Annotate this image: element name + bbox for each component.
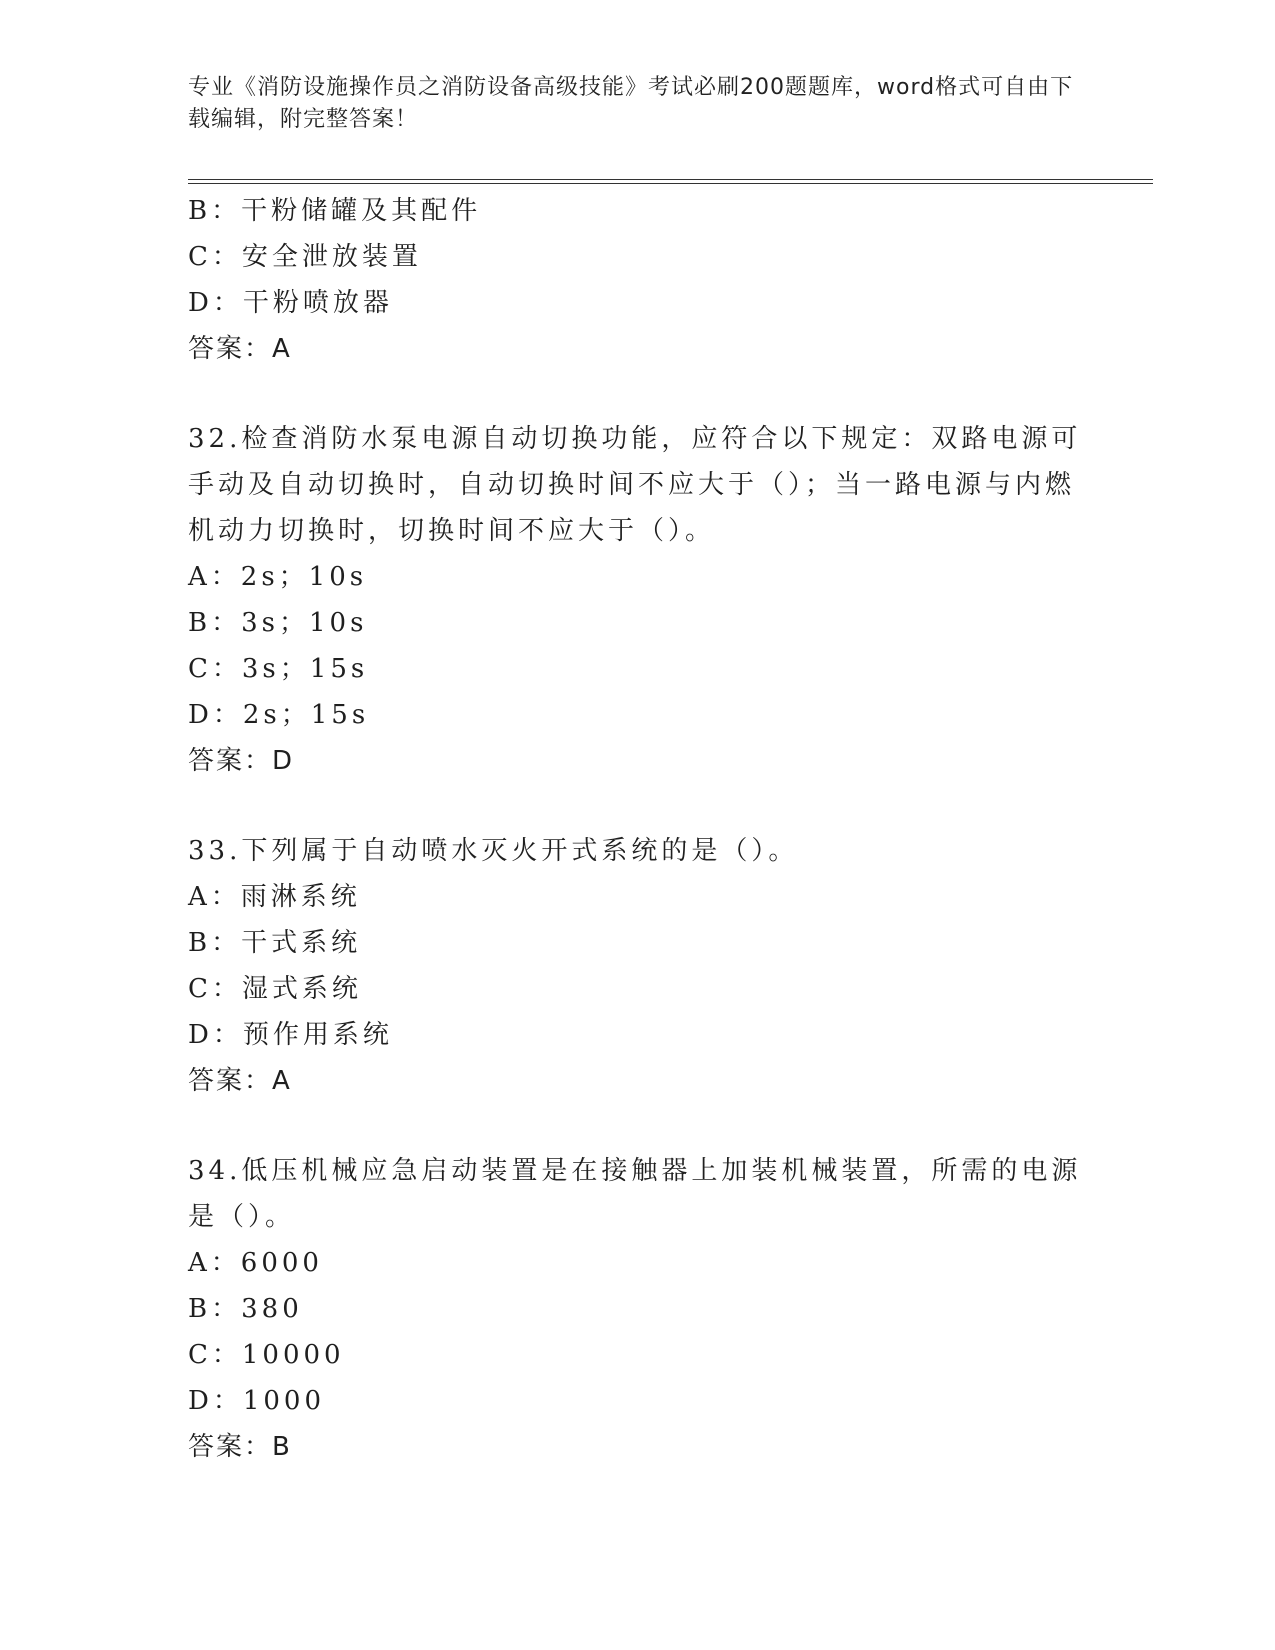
document-header	[188, 72, 1088, 136]
option-d: D：1000	[188, 1386, 326, 1416]
question-text: 34.低压机械应急启动装置是在接触器上加装机械装置，所需的电源是（）。	[188, 1156, 1082, 1232]
option-b: B：干粉储罐及其配件	[188, 196, 482, 226]
question-34	[188, 1148, 1088, 1470]
question-text: 33.下列属于自动喷水灭火开式系统的是（）。	[188, 836, 799, 866]
header-divider-bottom	[188, 183, 1153, 184]
answer: 答案：A	[188, 334, 292, 364]
option-a: A：6000	[188, 1248, 323, 1278]
question-32	[188, 416, 1088, 784]
answer: 答案：A	[188, 1066, 292, 1096]
option-d: D：干粉喷放器	[188, 288, 393, 318]
option-b: B：380	[188, 1294, 303, 1324]
option-b: B：干式系统	[188, 928, 362, 958]
answer: 答案：B	[188, 1432, 292, 1462]
question-33	[188, 828, 1088, 1104]
option-c: C：安全泄放装置	[188, 242, 422, 272]
header-divider-top	[188, 179, 1153, 180]
question-text: 32.检查消防水泵电源自动切换功能，应符合以下规定：双路电源可手动及自动切换时，自动切换时间不应大于（）；当一路电源与内燃机动力切换时，切换时间不应大于（）。	[188, 424, 1082, 546]
option-a: A：2s；10s	[188, 562, 368, 592]
option-c: C：湿式系统	[188, 974, 362, 1004]
option-d: D：2s；15s	[188, 700, 370, 730]
previous-question-tail	[188, 188, 1088, 372]
question-list	[188, 188, 1088, 1470]
option-a: A：雨淋系统	[188, 882, 361, 912]
header-text: 专业《消防设施操作员之消防设备高级技能》考试必刷200题题库，word格式可自由下载编辑，附完整答案！	[188, 75, 1074, 132]
option-c: C：3s；15s	[188, 654, 369, 684]
option-b: B：3s；10s	[188, 608, 368, 638]
answer: 答案：D	[188, 746, 295, 776]
option-c: C：10000	[188, 1340, 345, 1370]
option-d: D：预作用系统	[188, 1020, 393, 1050]
